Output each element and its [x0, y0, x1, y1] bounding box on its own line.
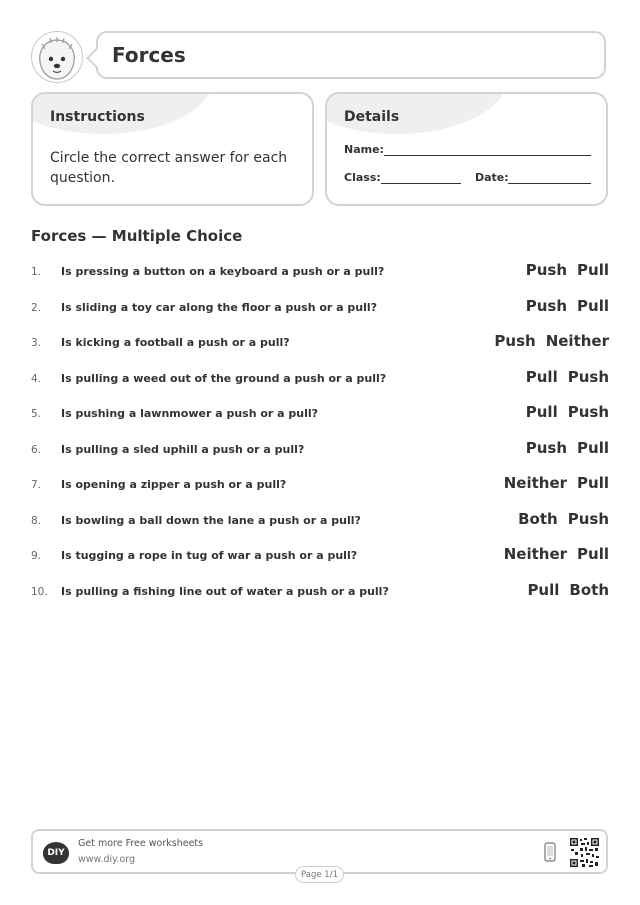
question-text: Is sliding a toy car along the floor a push or a pull? — [61, 301, 378, 314]
question-row — [31, 476, 609, 496]
question-text: Is pulling a fishing line out of water a push or a pull? — [61, 585, 389, 598]
question-row — [31, 405, 609, 425]
name-field[interactable] — [384, 155, 591, 156]
answer-option[interactable]: Pull — [577, 297, 609, 315]
question-number: 9. — [31, 550, 42, 562]
question-row — [31, 441, 609, 461]
question-text: Is opening a zipper a push or a pull? — [61, 478, 287, 491]
date-label: Date: — [475, 171, 509, 184]
answer-option[interactable]: Pull — [525, 403, 558, 421]
page-indicator: Page 1/1 — [295, 866, 344, 883]
qr-code-icon[interactable] — [569, 837, 600, 868]
speech-bubble-tail — [86, 48, 106, 68]
question-number: 5. — [31, 408, 42, 420]
question-number: 1. — [31, 266, 42, 278]
class-label: Class: — [344, 171, 381, 184]
answer-option[interactable]: Pull — [577, 439, 609, 457]
title-banner — [96, 31, 606, 79]
footer-url-link[interactable]: www.diy.org — [78, 854, 135, 865]
instructions-card — [31, 92, 314, 206]
question-number: 8. — [31, 515, 42, 527]
question-text: Is pulling a weed out of the ground a push or a pull? — [61, 372, 387, 385]
details-card — [325, 92, 608, 206]
question-row — [31, 263, 609, 283]
answer-option[interactable]: Neither — [503, 545, 568, 563]
question-text: Is pulling a sled uphill a push or a pull? — [61, 443, 305, 456]
instructions-text: Circle the correct answer for each question. — [50, 150, 288, 186]
instructions-heading: Instructions — [50, 109, 145, 125]
answer-option[interactable]: Neither — [545, 332, 609, 350]
answer-option[interactable]: Push — [567, 368, 609, 386]
footer-cta-text: Get more Free worksheets — [78, 838, 204, 849]
question-row — [31, 334, 609, 354]
question-row — [31, 370, 609, 390]
question-number: 7. — [31, 479, 42, 491]
question-number: 4. — [31, 373, 42, 385]
diy-logo-icon[interactable]: DIY — [43, 842, 69, 864]
answer-option[interactable]: Push — [525, 297, 568, 315]
question-number: 6. — [31, 444, 42, 456]
answer-option[interactable]: Pull — [577, 261, 609, 279]
question-number: 2. — [31, 302, 42, 314]
question-text: Is kicking a football a push or a pull? — [61, 336, 290, 349]
class-field[interactable] — [381, 183, 461, 184]
answer-option[interactable]: Push — [525, 439, 568, 457]
page-title: Forces — [112, 43, 186, 67]
details-heading: Details — [344, 109, 400, 125]
name-label: Name: — [344, 143, 384, 156]
date-field[interactable] — [508, 183, 591, 184]
question-text: Is bowling a ball down the lane a push or a pull? — [61, 514, 361, 527]
answer-option[interactable]: Pull — [577, 545, 609, 563]
section-title: Forces — Multiple Choice — [31, 227, 243, 245]
answer-option[interactable]: Neither — [503, 474, 568, 492]
question-row — [31, 547, 609, 567]
answer-option[interactable]: Push — [567, 510, 609, 528]
answer-option[interactable]: Push — [494, 332, 536, 350]
phone-icon — [544, 841, 557, 863]
question-row — [31, 299, 609, 319]
question-number: 3. — [31, 337, 42, 349]
answer-option[interactable]: Pull — [525, 368, 558, 386]
answer-option[interactable]: Push — [525, 261, 568, 279]
question-row — [31, 583, 609, 603]
answer-option[interactable]: Push — [567, 403, 609, 421]
answer-option[interactable]: Both — [518, 510, 558, 528]
question-text: Is tugging a rope in tug of war a push or a pull? — [61, 549, 358, 562]
question-number: 10. — [31, 586, 48, 598]
question-text: Is pressing a button on a keyboard a push or a pull? — [61, 265, 385, 278]
answer-option[interactable]: Pull — [527, 581, 560, 599]
answer-option[interactable]: Pull — [577, 474, 609, 492]
answer-option[interactable]: Both — [569, 581, 609, 599]
question-row — [31, 512, 609, 532]
mascot-icon — [31, 31, 83, 83]
question-text: Is pushing a lawnmower a push or a pull? — [61, 407, 319, 420]
